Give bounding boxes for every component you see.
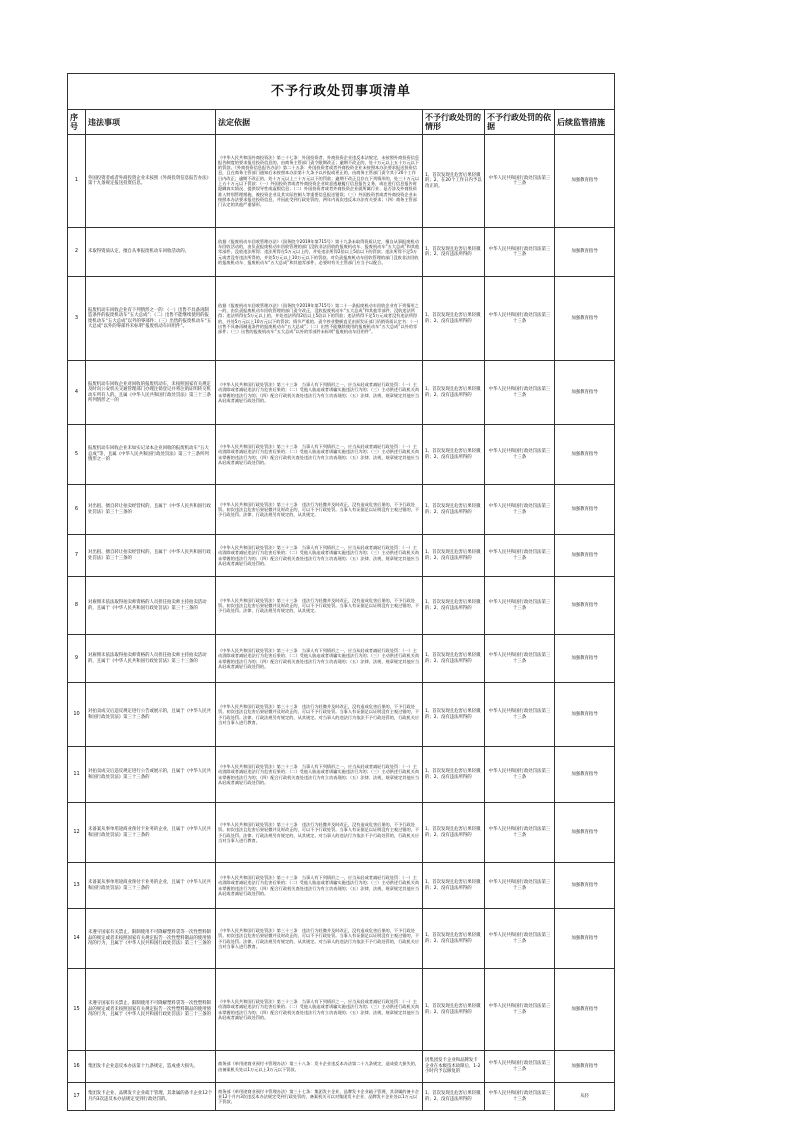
exemption-law: 中华人民共和国行政处罚法第三十三条 — [485, 361, 555, 425]
follow-up-measure: 加强教育指导 — [555, 909, 615, 969]
col-header-measure: 后续监管措施 — [555, 110, 615, 135]
row-number: 9 — [68, 635, 86, 683]
exemption-situation: 1、首次发现且危害后果轻微的；2、没有违法所得的 — [423, 969, 485, 1051]
table-row — [68, 425, 615, 485]
follow-up-measure: 加强教育指导 — [555, 135, 615, 228]
page-title: 不予行政处罚事项清单 — [68, 74, 615, 110]
legal-basis: 《中华人民共和国行政处罚法》第三十三条 违法行为轻微并及时改正，没有造成危害后果的，不予行政处罚。初次违法且危害后果轻微并及时改正的，可以不予行政处罚。当事人有证据足以证明没有主观过错的，不予行政处罚。法律、行政法规另有规定的，从其规定。对当事人的违法行为依法不予行政处罚的，行政机关应当对当事人进行教育。 — [216, 803, 423, 863]
violation-matter: 外国投资者或者外商投资企业未按照《外商投资信息报告办法》第十九条规定报送投资信息。 — [86, 135, 216, 228]
row-number: 2 — [68, 228, 86, 277]
row-number: 14 — [68, 909, 86, 969]
table-row — [68, 485, 615, 535]
table-row — [68, 909, 615, 969]
col-header-basis: 法定依据 — [216, 110, 423, 135]
follow-up-measure: 加强教育指导 — [555, 1051, 615, 1083]
table-row — [68, 1051, 615, 1083]
violation-matter: 对出租、擅自转让拍卖经营权的，且属于《中华人民共和国行政处罚法》第三十三条的 — [86, 485, 216, 535]
legal-basis: 《中华人民共和国行政处罚法》第三十三条 当事人有下列情形之一，应当从轻或者减轻行政处罚：（一）主动消除或者减轻违法行为危害后果的；（二）受他人胁迫或者诱骗实施违法行为的；（三）主动供述行政机关尚未掌握的违法行为的；（四）配合行政机关查处违法行为有立功表现的；（五）法律、法规、规章规定其他应当从轻或者减轻行政处罚的。 — [216, 425, 423, 485]
row-number: 12 — [68, 803, 86, 863]
exemption-situation: 1、首次发现且危害后果轻微的；2、没有违法所得的 — [423, 803, 485, 863]
table-row — [68, 1083, 615, 1111]
row-number: 7 — [68, 535, 86, 577]
follow-up-measure: 从轻 — [555, 1083, 615, 1111]
exemption-law: 中华人民共和国行政处罚法第三十三条 — [485, 683, 555, 747]
follow-up-measure: 加强教育指导 — [555, 683, 615, 747]
row-number: 4 — [68, 361, 86, 425]
exemption-situation: 1、首次发现且危害后果轻微的；2、没有违法所得的 — [423, 277, 485, 361]
exemption-law: 中华人民共和国行政处罚法第三十三条 — [485, 228, 555, 277]
exemption-law: 中华人民共和国行政处罚法第三十三条 — [485, 1083, 555, 1111]
table-row — [68, 577, 615, 635]
exemption-law: 中华人民共和国行政处罚法第三十三条 — [485, 577, 555, 635]
exemption-law: 中华人民共和国行政处罚法第三十三条 — [485, 747, 555, 803]
legal-basis: 依据《报废机动车回收管理办法》（国务院令2019年第715号）第二十一条报废机动车回收企业有下列情形之一的，由负责报废机动车回收管理的部门责令改正，没收报废机动车“五大总成”和其他零部件，没收违法所得；违法所得在5万元以上的，并处违法所得2倍以上5倍以下的罚款；违法所得不足5万元或者没有违法所得的，并处5万元以上10万元以下的罚款；情节严重的，责令停业整顿直至由原发证部门吊销资质认定书：（一）出售不具备再制造条件的报废机动车“五大总成”；（二）出售不能继续使用的报废机动车“五大总成”以外的零部件；（三）出售的报废机动车“五大总成”以外的零部件未标明“报废机动车回用件”。 — [216, 277, 423, 361]
violation-matter: 对出租、擅自转让拍卖经营权的，且属于《中华人民共和国行政处罚法》第三十三条的 — [86, 535, 216, 577]
violation-matter: 对雇佣未依法取得拍卖师资格的人员担任拍卖师主持拍卖活动的，且属于《中华人民共和国行政处罚法》第三十三条的 — [86, 635, 216, 683]
exemption-law: 中华人民共和国行政处罚法第三十三条 — [485, 1051, 555, 1083]
violation-matter: 报废机动车回收企业有下列情形之一的：（一）出售不具备再制造条件的报废机动车“五大总成”；（二）出售不能继续使用的报废机动车“五大总成”以外的零部件；（三）出售的报废机动车“五大总成”以外的零部件未标明“报废机动车回用件”。 — [86, 277, 216, 361]
exemption-situation: 1、首次发现且危害后果轻微的；2、在20个工作日内予以改正的。 — [423, 135, 485, 228]
row-number: 6 — [68, 485, 86, 535]
legal-basis: 依据《报废机动车回收管理办法》（国务院令2019年第715号）第十九条未取得资质认定，擅自从事报废机动车回收活动的，由负责报废机动车回收管理的部门没收非法回收的报废机动车、报废机动车“五大总成”和其他零部件，没收违法所得；违法所得在5万元以上的，并处违法所得2倍以上5倍以下的罚款；违法所得不足5万元或者没有违法所得的，并处5万元以上10万元以下的罚款。对负责报废机动车回收管理的部门没收非法回收的报废机动车、报废机动车“五大总成”和其他零部件，必要时有关主管部门应当予以配合。 — [216, 228, 423, 277]
exemption-law: 中华人民共和国行政处罚法第三十三条 — [485, 969, 555, 1051]
table-row — [68, 683, 615, 747]
follow-up-measure: 加强教育指导 — [555, 969, 615, 1051]
table-row — [68, 803, 615, 863]
follow-up-measure: 加强教育指导 — [555, 803, 615, 863]
legal-basis: 《中华人民共和国行政处罚法》第三十三条 当事人有下列情形之一，应当从轻或者减轻行政处罚：（一）主动消除或者减轻违法行为危害后果的；（二）受他人胁迫或者诱骗实施违法行为的；（三）主动供述行政机关尚未掌握的违法行为的；（四）配合行政机关查处违法行为有立功表现的；（五）法律、法规、规章规定其他应当从轻或者减轻行政处罚的。 — [216, 747, 423, 803]
exemption-situation: 1、首次发现且危害后果轻微的；2、没有违法所得的 — [423, 747, 485, 803]
violation-matter: 报废机动车回收企业未如实记录本企业回收的报废机动车“五大总成”等，且属《中华人民共和国行政处罚法》第三十三条所列情形之一的 — [86, 425, 216, 485]
exemption-situation: 1、首次发现且危害后果轻微的；2、没有违法所得的 — [423, 535, 485, 577]
follow-up-measure: 加强教育指导 — [555, 277, 615, 361]
violation-matter: 未备案从事单用途商业预付卡业务的企业，且属于《中华人民共和国行政处罚法》第三十三条的 — [86, 863, 216, 909]
follow-up-measure: 加强教育指导 — [555, 425, 615, 485]
violation-matter: 未遵守国家有关禁止、限制使用不可降解塑料袋等一次性塑料制品的规定或者未按照国家有关规定报告一次性塑料制品的使用情况的行为，且属于《中华人民共和国行政处罚法》第三十三条的 — [86, 969, 216, 1051]
penalty-table — [67, 73, 615, 1111]
row-number: 17 — [68, 1083, 86, 1111]
violation-matter: 对拍卖成交后违反规定进行公告或展示的，且属于《中华人民共和国行政处罚法》第三十三条的 — [86, 747, 216, 803]
col-header-matter: 违法事项 — [86, 110, 216, 135]
col-header-law: 不予行政处罚的依据 — [485, 110, 555, 135]
exemption-situation: 1、首次发现且危害后果轻微的；2、没有违法所得的 — [423, 683, 485, 747]
row-number: 3 — [68, 277, 86, 361]
exemption-situation: 1、首次发现且危害后果轻微的；2、没有违法所得的 — [423, 577, 485, 635]
exemption-situation: 1、首次发现且危害后果轻微的；2、没有违法所得的 — [423, 863, 485, 909]
row-number: 5 — [68, 425, 86, 485]
legal-basis: 《中华人民共和国行政处罚法》第三十三条 违法行为轻微并及时改正，没有造成危害后果的，不予行政处罚。初次违法且危害后果轻微并及时改正的，可以不予行政处罚。当事人有证据足以证明没有主观过错的，不予行政处罚。法律、行政法规另有规定的，从其规定。 — [216, 485, 423, 535]
exemption-law: 中华人民共和国行政处罚法第三十三条 — [485, 277, 555, 361]
exemption-situation: 1、首次发现且危害后果轻微的；2、没有违法所得的 — [423, 909, 485, 969]
row-number: 16 — [68, 1051, 86, 1083]
violation-matter: 未遵守国家有关禁止、限制使用不可降解塑料袋等一次性塑料制品的规定或者未按照国家有关规定报告一次性塑料制品的使用情况的行为，且属于《中华人民共和国行政处罚法》第三十三条的 — [86, 909, 216, 969]
legal-basis: 《中华人民共和国外商投资法》第三十七条：外国投资者、外商投资企业违反本法规定，未按照外商投资信息报告制度的要求报送投资信息的，由商务主管部门责令限期改正；逾期不改正的，处十万元以上五十万元以下的罚款。《外商投资信息报告办法》第二十五条：外国投资者或者外商投资企业未按照本办法要求报送投资信息，且在商务主管部门通知后未按照本办法第十九条予以补报或更正的，由商务主管部门责令其于20个工作日内改正；逾期不改正的，处十万元以上三十万元以下的罚款；逾期不改正且存在下列情形的，处三十万元以上五十万元以下罚款：（一）外国投资者或者外商投资企业故意逃避履行信息报告义务，或在进行信息报告时隐瞒真实情况、提供误导性或虚假信息；（二）外国投资者或者外商投资企业就所属行业、是否涉及外商投资准入特别管理措施、被投资企业及其实际控制人等重要信息报送错误；（三）外国投资者或者外商投资企业未按照本办法要求报送投资信息，并因此受到行政处罚的，两年内再次违反本办法有关要求；（四）商务主管部门认定的其他严重情形。 — [216, 135, 423, 228]
exemption-situation: 因集团发卡企业和品牌发卡企业在本级技术故障后，1-2小时内予以修复的 — [423, 1051, 485, 1083]
exemption-law: 中华人民共和国行政处罚法第三十三条 — [485, 535, 555, 577]
table-body — [68, 135, 615, 1111]
legal-basis: 《中华人民共和国行政处罚法》第三十三条 当事人有下列情形之一，应当从轻或者减轻行政处罚：（一）主动消除或者减轻违法行为危害后果的；（二）受他人胁迫或者诱骗实施违法行为的；（三）主动供述行政机关尚未掌握的违法行为的；（四）配合行政机关查处违法行为有立功表现的；（五）法律、法规、规章规定其他应当从轻或者减轻行政处罚的。 — [216, 635, 423, 683]
table-row — [68, 969, 615, 1051]
row-number: 8 — [68, 577, 86, 635]
table-row — [68, 535, 615, 577]
table-row — [68, 228, 615, 277]
table-row — [68, 635, 615, 683]
exemption-situation: 1、首次发现且危害后果轻微的；2、没有违法所得的 — [423, 228, 485, 277]
col-header-no: 序号 — [68, 110, 86, 135]
follow-up-measure: 加强教育指导 — [555, 361, 615, 425]
exemption-law: 中华人民共和国行政处罚法第三十三条 — [485, 803, 555, 863]
violation-matter: 未备案从事单用途商业预付卡业务的企业，且属于《中华人民共和国行政处罚法》第三十三条的 — [86, 803, 216, 863]
table-row — [68, 863, 615, 909]
legal-basis: 《中华人民共和国行政处罚法》第三十三条 违法行为轻微并及时改正，没有造成危害后果的，不予行政处罚。初次违法且危害后果轻微并及时改正的，可以不予行政处罚。当事人有证据足以证明没有主观过错的，不予行政处罚。法律、行政法规另有规定的，从其规定。对当事人的违法行为依法不予行政处罚的，行政机关应当对当事人进行教育。 — [216, 683, 423, 747]
exemption-situation: 1、首次发现且危害后果轻微的；2、没有违法所得的 — [423, 361, 485, 425]
header-row — [68, 110, 615, 135]
legal-basis: 商务部《单用途商业预付卡管理办法》第三十七条：集团发卡企业、品牌发卡企业疏于管理，其隶属的备卡企业12个月内3次违反本办法规定受到行政处罚的，备案机关可以对集团发卡企业、品牌发卡企业处以1万元以下罚款。 — [216, 1083, 423, 1111]
row-number: 11 — [68, 747, 86, 803]
follow-up-measure: 加强教育指导 — [555, 863, 615, 909]
table-row — [68, 361, 615, 425]
legal-basis: 《中华人民共和国行政处罚法》第三十三条 当事人有下列情形之一，应当从轻或者减轻行政处罚：（一）主动消除或者减轻违法行为危害后果的；（二）受他人胁迫或者诱骗实施违法行为的；（三）主动供述行政机关尚未掌握的违法行为的；（四）配合行政机关查处违法行为有立功表现的；（五）法律、法规、规章规定其他应当从轻或者减轻行政处罚的。 — [216, 969, 423, 1051]
violation-matter: 集团发卡企业违反本办法第十九条规定，造成重大损失。 — [86, 1051, 216, 1083]
legal-basis: 《中华人民共和国行政处罚法》第三十三条 当事人有下列情形之一，应当从轻或者减轻行政处罚：（一）主动消除或者减轻违法行为危害后果的；（二）受他人胁迫或者诱骗实施违法行为的；（三）主动供述行政机关尚未掌握的违法行为的；（四）配合行政机关查处违法行为有立功表现的；（五）法律、法规、规章规定其他应当从轻或者减轻行政处罚的。 — [216, 361, 423, 425]
exemption-situation: 1、首次发现且危害后果轻微的；2、没有违法所得的 — [423, 485, 485, 535]
follow-up-measure: 加强教育指导 — [555, 228, 615, 277]
row-number: 10 — [68, 683, 86, 747]
row-number: 13 — [68, 863, 86, 909]
row-number: 15 — [68, 969, 86, 1051]
follow-up-measure: 加强教育指导 — [555, 535, 615, 577]
follow-up-measure: 加强教育指导 — [555, 635, 615, 683]
row-number: 1 — [68, 135, 86, 228]
legal-basis: 《中华人民共和国行政处罚法》第三十三条 当事人有下列情形之一，应当从轻或者减轻行政处罚：（一）主动消除或者减轻违法行为危害后果的；（二）受他人胁迫或者诱骗实施违法行为的；（三）主动供述行政机关尚未掌握的违法行为的；（四）配合行政机关查处违法行为有立功表现的；（五）法律、法规、规章规定其他应当从轻或者减轻行政处罚的。 — [216, 535, 423, 577]
legal-basis: 《中华人民共和国行政处罚法》第三十三条 当事人有下列情形之一，应当从轻或者减轻行政处罚：（一）主动消除或者减轻违法行为危害后果的；（二）受他人胁迫或者诱骗实施违法行为的；（三）主动供述行政机关尚未掌握的违法行为的；（四）配合行政机关查处违法行为有立功表现的；（五）法律、法规、规章规定其他应当从轻或者减轻行政处罚的。 — [216, 863, 423, 909]
exemption-law: 中华人民共和国行政处罚法第三十三条 — [485, 135, 555, 228]
exemption-law: 中华人民共和国行政处罚法第三十三条 — [485, 485, 555, 535]
exemption-law: 中华人民共和国行政处罚法第三十三条 — [485, 909, 555, 969]
violation-matter: 未取得资质认定，擅自从事报废机动车回收活动的。 — [86, 228, 216, 277]
exemption-situation: 1、首次发现且危害后果轻微的；2、没有违法所得的 — [423, 635, 485, 683]
document-sheet — [67, 73, 614, 1111]
violation-matter: 对雇佣未依法取得拍卖师资格的人员担任拍卖师主持拍卖活动的，且属于《中华人民共和国行政处罚法》第三十三条的 — [86, 577, 216, 635]
legal-basis: 《中华人民共和国行政处罚法》第三十三条 违法行为轻微并及时改正，没有造成危害后果的，不予行政处罚。初次违法且危害后果轻微并及时改正的，可以不予行政处罚。当事人有证据足以证明没有主观过错的，不予行政处罚。法律、行政法规另有规定的，从其规定。 — [216, 577, 423, 635]
follow-up-measure: 加强教育指导 — [555, 577, 615, 635]
col-header-situation: 不予行政处罚的情形 — [423, 110, 485, 135]
table-row — [68, 747, 615, 803]
follow-up-measure: 加强教育指导 — [555, 747, 615, 803]
violation-matter: 报废机动车回收企业对回收的报废机动车，未按照国家有关规定及时向公安机关交通管理部门办理注销登记并将注销证明转交机动车所有人的。且属《中华人民共和国行政处罚法》第三十三条所列情形之一的 — [86, 361, 216, 425]
exemption-law: 中华人民共和国行政处罚法第三十三条 — [485, 425, 555, 485]
table-row — [68, 135, 615, 228]
violation-matter: 对拍卖成交后违反规定进行公告或展示的，且属于《中华人民共和国行政处罚法》第三十三条的 — [86, 683, 216, 747]
exemption-law: 中华人民共和国行政处罚法第三十三条 — [485, 635, 555, 683]
exemption-law: 中华人民共和国行政处罚法第三十三条 — [485, 863, 555, 909]
exemption-situation: 1、首次发现且危害后果轻微的；2、没有违法所得的 — [423, 425, 485, 485]
legal-basis: 商务部《单用途商业预付卡管理办法》第三十八条：发卡企业违反本办法第二十九条规定，造成重大损失的，由备案机关处以1万元以上3万元以下罚款。 — [216, 1051, 423, 1083]
legal-basis: 《中华人民共和国行政处罚法》第三十三条 违法行为轻微并及时改正，没有造成危害后果的，不予行政处罚。初次违法且危害后果轻微并及时改正的，可以不予行政处罚。当事人有证据足以证明没有主观过错的，不予行政处罚。法律、行政法规另有规定的，从其规定。对当事人的违法行为依法不予行政处罚的，行政机关应当对当事人进行教育。 — [216, 909, 423, 969]
follow-up-measure: 加强教育指导 — [555, 485, 615, 535]
violation-matter: 集团发卡企业、品牌发卡企业疏于管理，其隶属的备卡企业12个月内3次违反本办法规定受到行政处罚的。 — [86, 1083, 216, 1111]
table-row — [68, 277, 615, 361]
exemption-situation: 1、首次发现且危害后果轻微的；2、没有违法所得的 — [423, 1083, 485, 1111]
